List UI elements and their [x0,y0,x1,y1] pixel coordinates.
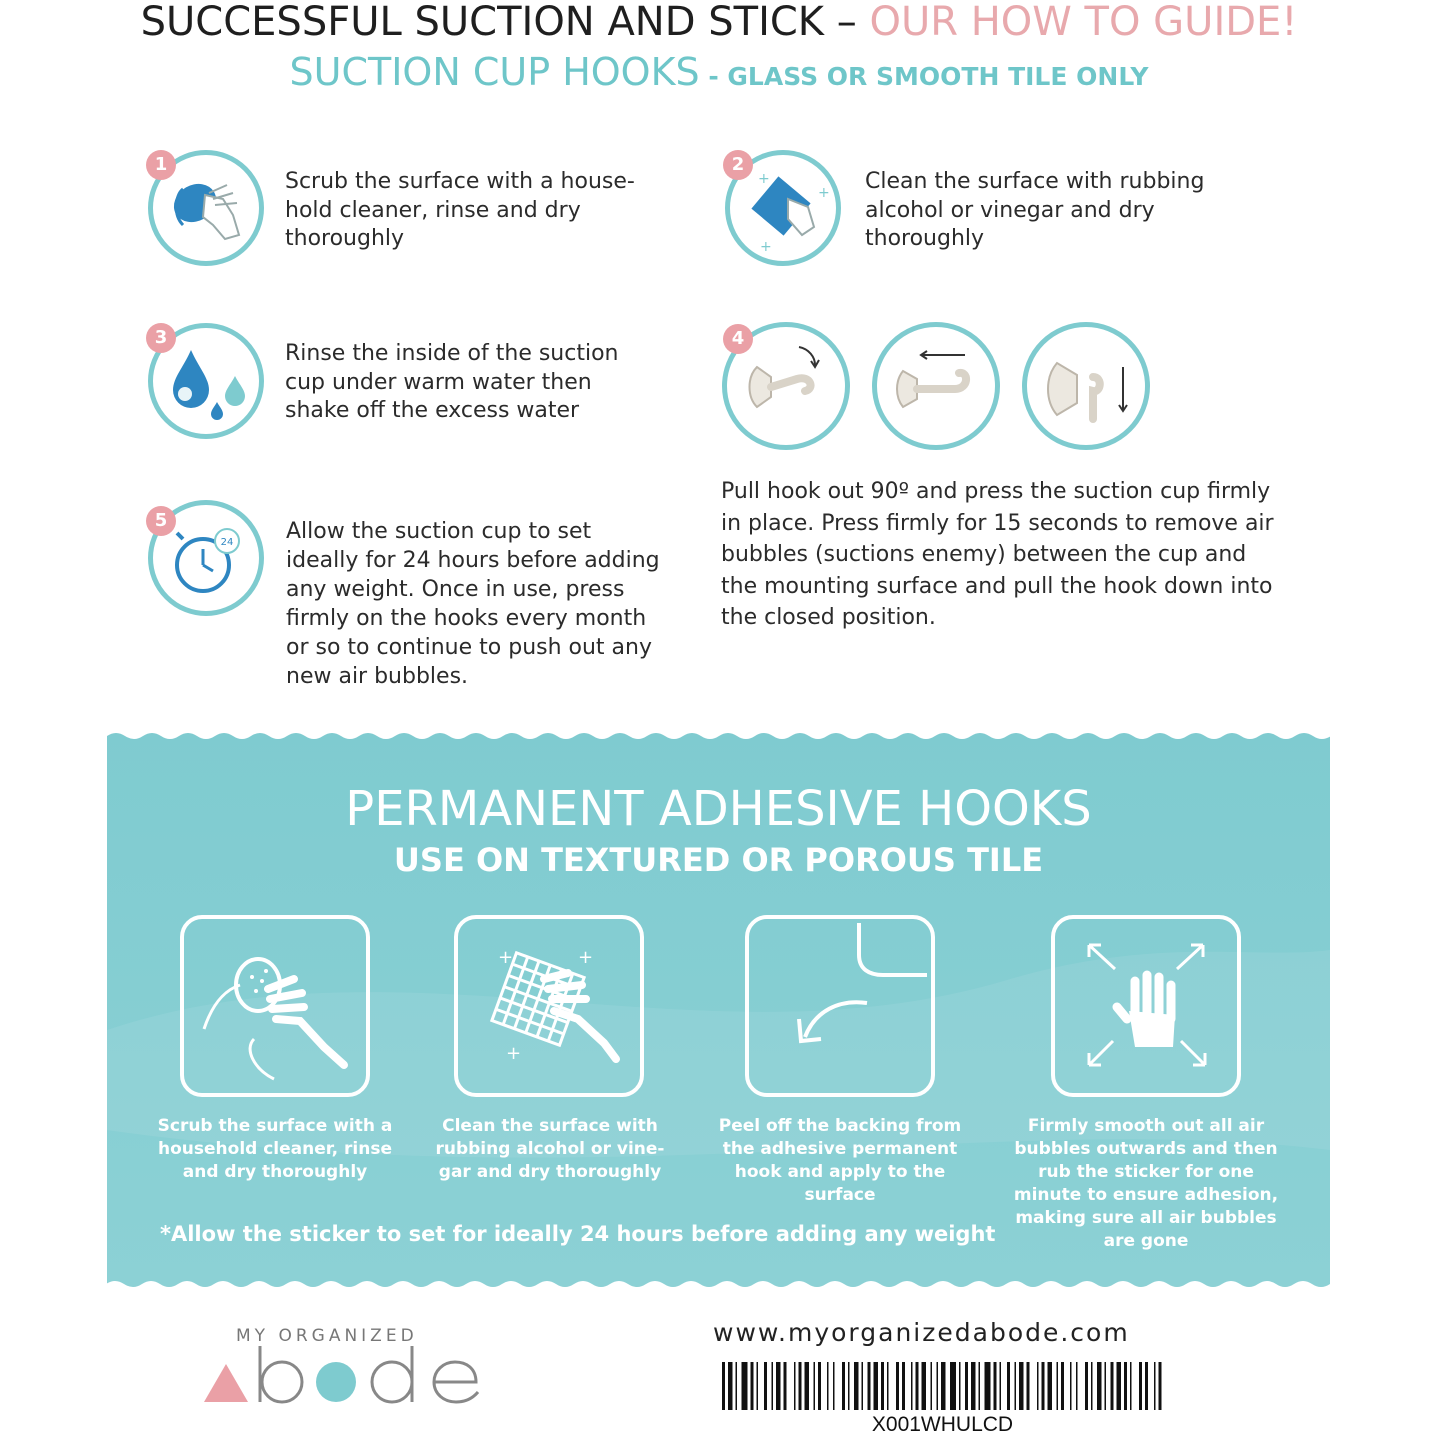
barcode-bar [833,1362,835,1410]
barcode-bar [941,1362,946,1410]
barcode-bar [874,1362,879,1410]
barcode-bar [979,1362,981,1410]
step-number: 2 [723,150,753,180]
barcode-bar [994,1362,997,1410]
barcode-bar [1085,1362,1088,1410]
barcode-bar [1048,1362,1053,1410]
barcode-bar [1159,1362,1162,1410]
barcode-bar [848,1362,850,1410]
barcode-bar [971,1362,976,1410]
barcode-bar [818,1362,821,1410]
barcode-bar [842,1362,845,1410]
barcode-bar [757,1362,759,1410]
step-text: Pull hook out 90º and press the suction cup firmly in place. Press firmly for 15 seconds to remove air bubbles (suctions enemy) between the cup and the mounting surface and pull the hook down into the closed position. [721,479,1274,630]
page-title [0,0,1438,44]
adhesive-subtitle: USE ON TEXTURED OR POROUS TILE [393,841,1044,879]
peel-backing-icon [745,915,935,1097]
hook-steps-icon [722,322,1152,450]
barcode-bar [751,1362,754,1410]
brand-tagline: MY ORGANIZED [236,1326,418,1346]
barcode-bar [868,1362,871,1410]
barcode-bar [1154,1362,1156,1410]
step-text: Allow the suction cup to set ideally for 24 hours before adding any weight. Once in use, press firmly on the hooks every month or so to continue to push out any new air bubbles. [286,519,660,689]
barcode-bar [814,1362,816,1410]
barcode-bar [887,1362,889,1410]
svg-text:+: + [506,1043,522,1064]
barcode-bar [862,1362,864,1410]
svg-text:+: + [758,171,770,187]
barcode-bar [1027,1362,1030,1410]
barcode-bar [1139,1362,1142,1410]
barcode-bar [1124,1362,1127,1410]
barcode-bar [799,1362,802,1410]
barcode-bar [922,1362,927,1410]
svg-text:+: + [818,185,830,201]
barcode-bar [1076,1362,1078,1410]
step-number: 3 [146,323,176,353]
title-dark: SUCCESSFUL SUCTION AND STICK – [140,0,870,45]
svg-text:+: + [498,947,514,968]
barcode-bar [1105,1362,1107,1410]
barcode-bar [764,1362,767,1410]
adhesive-title: PERMANENT ADHESIVE HOOKS [345,781,1092,837]
barcode-bar [1042,1362,1045,1410]
barcode-bar [772,1362,774,1410]
barcode-bar [1061,1362,1064,1410]
svg-text:+: + [578,947,594,968]
step-number: 1 [146,150,176,180]
barcode-bar [959,1362,961,1410]
hook-down-icon [1022,322,1150,450]
page-subtitle [0,50,1438,94]
barcode-bar [1007,1362,1010,1410]
barcode-bar [794,1362,796,1410]
adhesive-caption: Clean the surface with rubbing alcohol or vine-gar and dry thoroughly [435,1116,665,1182]
barcode-bar [881,1362,884,1410]
title-pink: OUR HOW TO GUIDE! [869,0,1298,45]
timer-badge: 24 [220,537,234,548]
subtitle-big: SUCTION CUP HOOKS [289,50,700,94]
barcode-bar [1091,1362,1093,1410]
barcode-bar [1097,1362,1102,1410]
barcode-bar [1117,1362,1122,1410]
press-hand-icon [1051,915,1241,1097]
barcode-bar [1057,1362,1059,1410]
step-text: Scrub the surface with a house-hold cleaner, rinse and dry thoroughly [285,169,635,251]
barcode-bar [1070,1362,1072,1410]
svg-text:+: + [760,239,772,255]
barcode-bar [937,1362,939,1410]
barcode-bar [728,1362,733,1410]
barcode-bar [896,1362,899,1410]
barcode-bar [827,1362,829,1410]
barcode-bar [1019,1362,1024,1410]
barcode-bar [902,1362,905,1410]
barcode-bar [805,1362,810,1410]
hook-press-icon [872,322,1000,450]
adhesive-caption: Firmly smooth out all air bubbles outwards and then rub the sticker for one minute to ensure adhesion, making sure all air bubbles are gone [1013,1116,1279,1251]
barcode-bar [950,1362,956,1410]
barcode-bar [784,1362,787,1410]
barcode-bar [776,1362,781,1410]
website-url[interactable]: www.myorganizedabode.com [713,1318,1130,1347]
step-text: Clean the surface with rubbing alcohol or vinegar and dry thoroughly [865,169,1205,251]
barcode-bar [742,1362,748,1410]
barcode-bar [916,1362,919,1410]
sponge-hand-icon [180,915,370,1097]
brand-logo [196,1340,496,1410]
barcode-bar [854,1362,859,1410]
adhesive-caption: Peel off the backing from the adhesive permanent hook and apply to the surface [718,1116,962,1205]
barcode-bar [1145,1362,1148,1410]
barcode-bar [722,1362,725,1410]
barcode-bar [965,1362,968,1410]
barcode-bar [736,1362,738,1410]
step-number: 4 [723,324,753,354]
step-number: 5 [146,506,176,536]
barcode-bar [911,1362,913,1410]
barcode-bar [1111,1362,1114,1410]
adhesive-note: *Allow the sticker to set for ideally 24 hours before adding any weight [160,1222,996,1246]
barcode-text: X001WHULCD [871,1413,1014,1436]
barcode-bar [1015,1362,1017,1410]
wipe-cloth-icon [454,915,644,1097]
barcode-bar [985,1362,991,1410]
barcode-bar [1000,1362,1002,1410]
barcode-bar [1037,1362,1039,1410]
adhesive-caption: Scrub the surface with a household cleaner, rinse and dry thoroughly [157,1116,393,1182]
barcode [720,1362,1165,1412]
barcode-bar [931,1362,933,1410]
barcode-bar [1130,1362,1132,1410]
subtitle-small: - GLASS OR SMOOTH TILE ONLY [699,62,1149,91]
step-text: Rinse the inside of the suction cup under warm water then shake off the excess water [285,341,619,423]
